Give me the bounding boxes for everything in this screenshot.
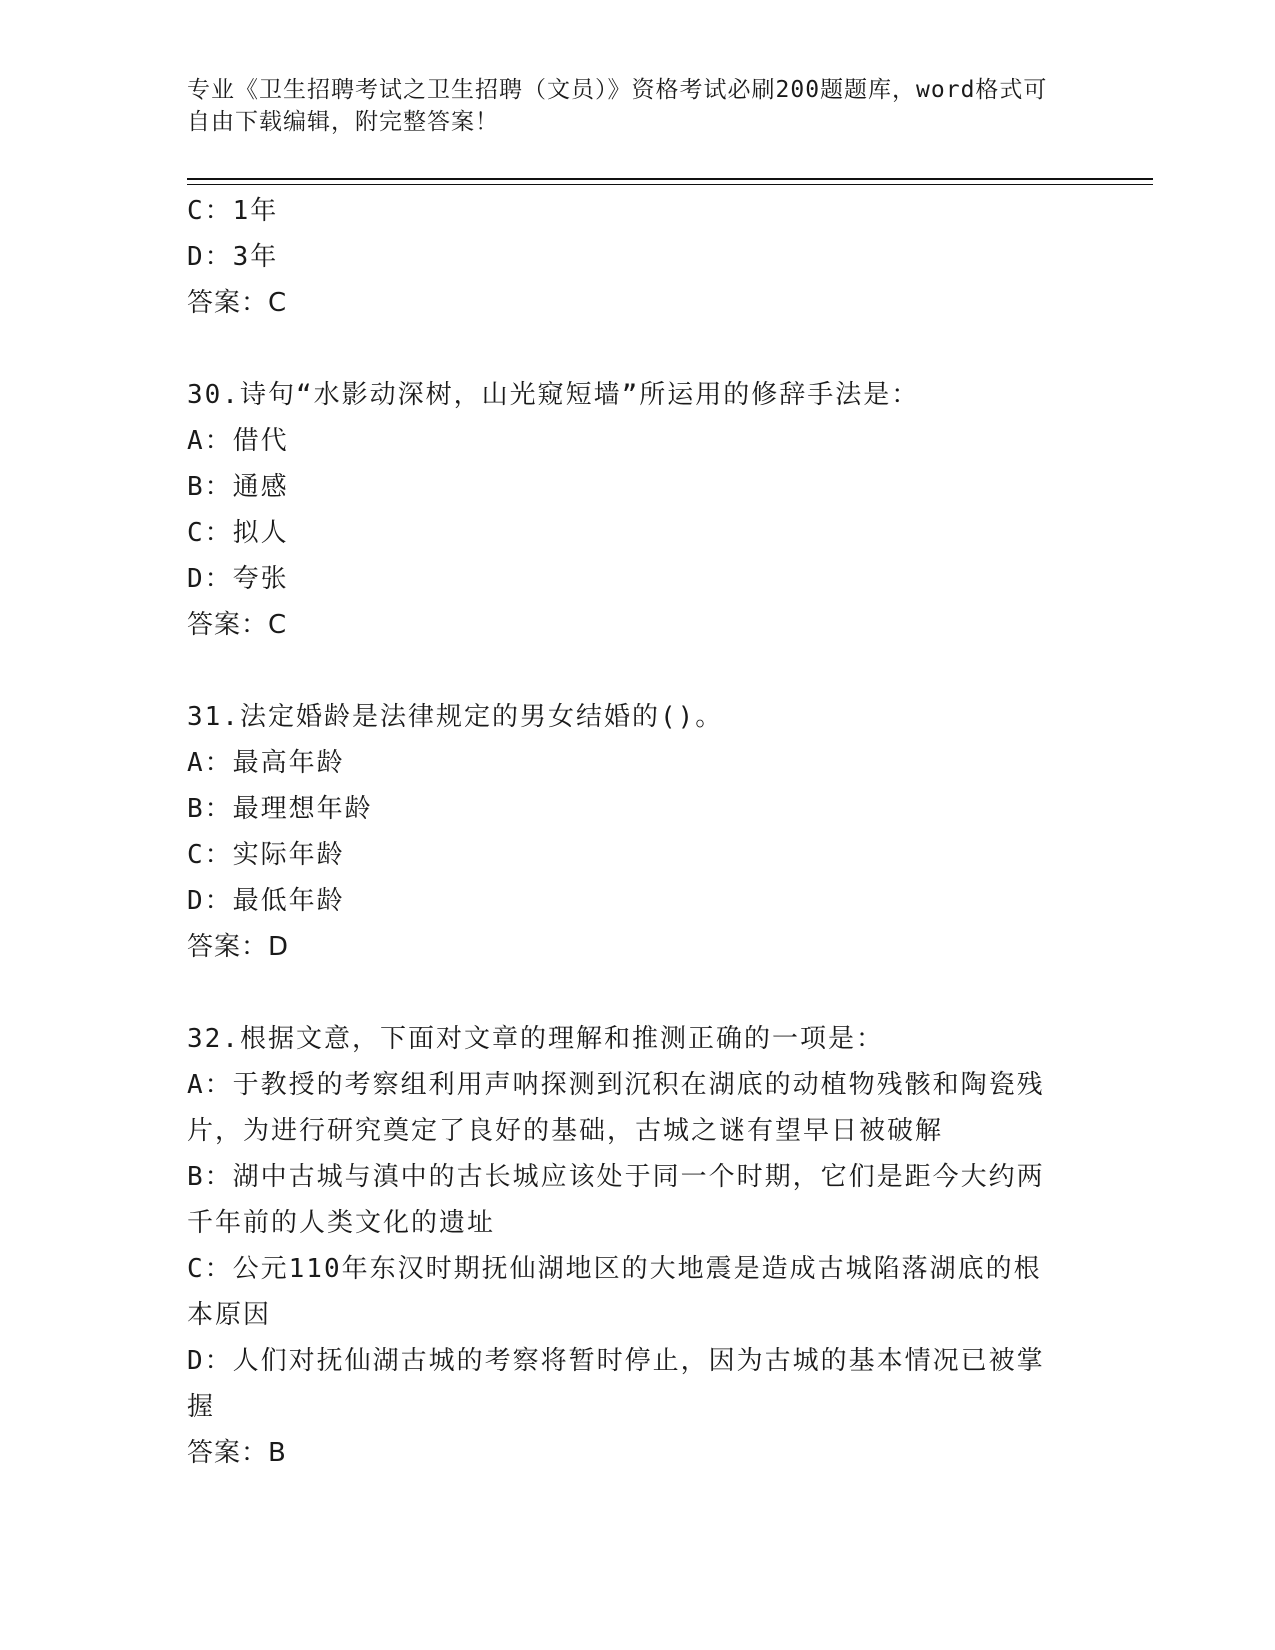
spacer (187, 648, 1087, 694)
answer-line: 答案：C (187, 288, 288, 318)
option-a: A：最高年龄 (187, 748, 345, 778)
option-c: C：拟人 (187, 518, 289, 548)
option-c: C：1年 (187, 196, 279, 226)
option-b: B：最理想年龄 (187, 794, 373, 824)
spacer (187, 326, 1087, 372)
option-d: D：最低年龄 (187, 886, 345, 916)
question-stem: 32.根据文意，下面对文章的理解和推测正确的一项是： (187, 1024, 884, 1054)
option-b: B：通感 (187, 472, 289, 502)
answer-line: 答案：B (187, 1438, 287, 1468)
header-divider-thick (187, 178, 1153, 180)
option-a: A：借代 (187, 426, 289, 456)
option-d: D：3年 (187, 242, 279, 272)
question-30 (187, 372, 1087, 648)
answer-line: 答案：C (187, 610, 288, 640)
question-list (187, 188, 1087, 1476)
page-header: 专业《卫生招聘考试之卫生招聘（文员）》资格考试必刷200题题库，word格式可自由下载编辑，附完整答案！ (187, 77, 1048, 135)
spacer (187, 970, 1087, 1016)
option-d: D：人们对抚仙湖古城的考察将暂时停止，因为古城的基本情况已被掌握 (187, 1346, 1045, 1422)
header-divider-thin (187, 184, 1153, 185)
option-c: C：公元110年东汉时期抚仙湖地区的大地震是造成古城陷落湖底的根本原因 (187, 1254, 1042, 1330)
question-stem: 30.诗句“水影动深树，山光窥短墙”所运用的修辞手法是： (187, 380, 920, 410)
question-stem: 31.法定婚龄是法律规定的男女结婚的()。 (187, 702, 724, 732)
option-b: B：湖中古城与滇中的古长城应该处于同一个时期，它们是距今大约两千年前的人类文化的遗址 (187, 1162, 1045, 1238)
answer-line: 答案：D (187, 932, 290, 962)
option-d: D：夸张 (187, 564, 289, 594)
option-c: C：实际年龄 (187, 840, 345, 870)
question-32 (187, 1016, 1087, 1476)
question-31 (187, 694, 1087, 970)
option-a: A：于教授的考察组利用声呐探测到沉积在湖底的动植物残骸和陶瓷残片，为进行研究奠定了良好的基础，古城之谜有望早日被破解 (187, 1070, 1045, 1146)
continued-question (187, 188, 1087, 326)
